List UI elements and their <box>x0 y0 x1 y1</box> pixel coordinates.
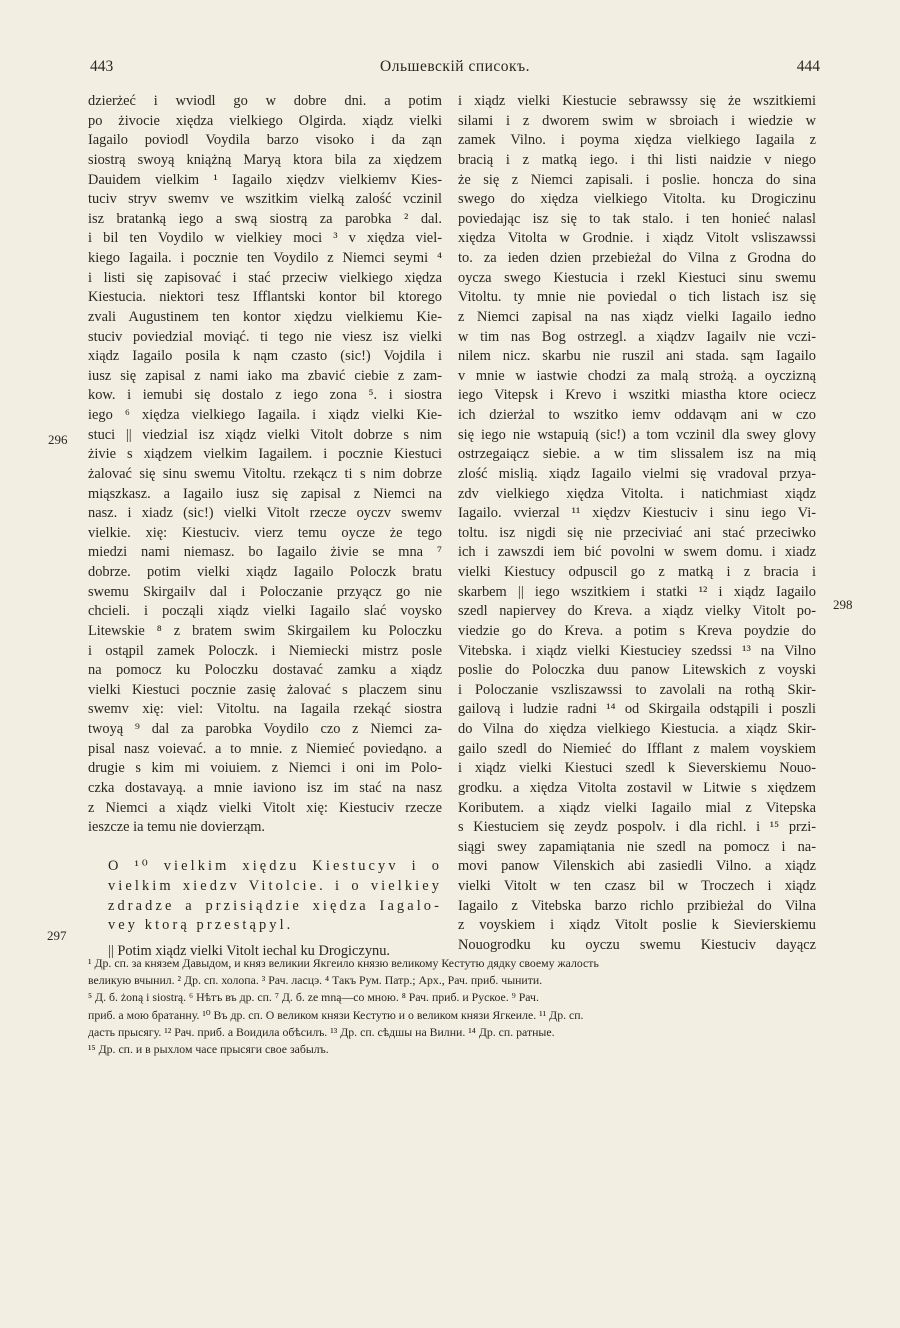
text-line: siągi swey zapamiątania nie szedl na pomocz i na- <box>458 838 816 855</box>
text-line: to. za ieden dzien przebieżal do Vilna z Grodna do <box>458 250 816 266</box>
text-line: xiądz Iagailo posila k nąm czasto (sic!) Vojdila i <box>88 348 442 365</box>
footnote-line: ¹⁵ Др. сп. и в рыхлом часе прысяги свое забылъ. <box>88 1042 329 1057</box>
text-line: vielkie. xię: Kiestuciv. vierz temu oycze że tego <box>88 524 442 541</box>
text-line: z Niemci zapisal na nas xiądz vielki Iagailo iedno <box>458 308 816 325</box>
text-line: iusz się zapisal z nami iako ma zbavić ciebie z zam- <box>88 367 442 384</box>
text-line: Kiestucia. niektori tesz Ifflantski kontor bil ktorego <box>88 289 442 306</box>
text-line: gailo szedl do Niemieć do Ifflant z malem voyskiem <box>458 740 816 757</box>
text-line: żivie s xiądzem vielkim Iagailem. i pocznie Kiestuci <box>88 446 442 463</box>
text-line: kiego Iagaila. i pocznie ten Voydilo z Niemci seymi ⁴ <box>88 250 442 266</box>
text-line: Litewskie ⁸ z bratem swim Skirgailem ku Poloczku <box>88 622 442 639</box>
page-number-left: 443 <box>90 58 114 75</box>
text-line: czka dostavayą. a mnie iaviono isz im stać na nasz <box>88 779 442 796</box>
margin-number: 296 <box>48 432 68 447</box>
text-line: isz bratanką iego a swą siostrą za parobka ² dal. <box>88 210 442 227</box>
text-line: i listi się zapisovać i stać przeciw vielkiego xiędza <box>88 269 442 286</box>
text-line: miedzi nami niemasz. bo Iagailo żivie se mna ⁷ <box>88 544 442 561</box>
footnote-line: ¹ Др. сп. за князем Давыдом, и княз великии Якгеило князю великому Кестутю дядку своему жалость <box>88 956 599 970</box>
text-line: pisal nasz voievać. a to mnie. z Niemieć poviedąno. a <box>88 740 442 757</box>
text-line: silami i z dworem swim w sbroiach i wiedzie w <box>458 112 816 129</box>
text-line: xiędza Vitolta w Grodnie. i xiądz Vitolt vsliszawssi <box>458 230 816 247</box>
right-text-column <box>458 92 816 956</box>
text-line: drugie s kim mi voiuiem. z Niemci i oni im Polo- <box>88 760 442 777</box>
text-line: i bil ten Voydilo w vielkiey moci ³ v xiędza viel- <box>88 230 442 247</box>
text-line: chcieli. i począli xiądz vielki Iagailo slać voysko <box>88 603 442 620</box>
footnote-line: ⁵ Д. б. żoną i siostrą. ⁶ Нѣтъ въ др. сп. ⁷ Д. б. ze mną—со мною. ⁸ Рач. приб. и Руское. ⁹ Рач. <box>88 990 539 1005</box>
text-line: i xiądz vielki Kiestucie sebrawssy się że wszitkiemi <box>458 93 816 109</box>
text-line: oycza swego Kiestucia i rzekl Kiestuci sinu swemu <box>458 269 816 286</box>
text-line: z Niemci a xiądz vielki Vitolt xię: Kiestuciv rzecze <box>88 799 442 816</box>
text-line: zvali Augustinem ten kontor xiędzu vielkiemu Kie- <box>88 308 442 325</box>
chapter-heading-line: vey ktorą przestąpyl. <box>108 917 294 934</box>
footnote-line: великую вчынил. ² Др. сп. холопа. ³ Рач. ласцэ. ⁴ Такъ Рум. Патр.; Арх., Рач. приб. чынити. <box>88 973 543 988</box>
text-line: poviedając isz się to tak stalo. i ten honieć nalasl <box>458 210 816 227</box>
text-line: bracią i z matką iego. i thi listi naidzie v niego <box>458 151 816 168</box>
text-line: iego ⁶ xiędza vielkiego Iagaila. i xiądz vielki Kie- <box>88 407 442 423</box>
text-line: zamek Vilno. i poyma xiędza vielkiego Iagaila z <box>458 132 816 149</box>
left-text-column <box>88 92 442 961</box>
text-line: Dauidem vielkim ¹ Iagailo xiędzv vielkiemv Kies- <box>88 171 442 188</box>
text-line: na pomocz ku Poloczku dostavać zamku a xiądz <box>88 662 442 679</box>
footnote-line: приб. а мою братанну. ¹⁰ Въ др. сп. О великом князи Кестутю и о великом князи Ягкеиле. ¹¹ Др. сп. <box>88 1007 584 1022</box>
paragraph-gap <box>88 838 442 858</box>
text-line: vielki Vitolt w ten czasz bil w Troczech i xiądz <box>458 878 816 894</box>
text-line: ich dzierżal to wszitko iemv oddavąm ani w czo <box>458 407 816 423</box>
chapter-heading-line: O ¹⁰ vielkim xiędzu Kiestucyv i o <box>108 858 442 875</box>
text-line: do Vilna do xiędza vielkiego Kiestucia. a xiądz Skir- <box>458 721 816 737</box>
text-line: || Potim xiądz vielki Vitolt iechal ku Drogiczynu. <box>108 942 391 959</box>
text-line: Vitebska. i xiądz vielki Kiestuciey szedssi ¹³ na Vilno <box>458 642 816 659</box>
chapter-heading-line: vielkim xiedzv Vitolcie. i o vielkiey <box>108 877 442 894</box>
text-line: dobrze. potim vielki xiądz Iagailo Poloczk bratu <box>88 564 442 580</box>
text-line: ich i zawszdi iem bić povolni w swem domu. i xiadz <box>458 544 816 561</box>
margin-number: 298 <box>833 597 853 612</box>
text-line: nasz. i xiadz (sic!) vielki Vitolt rzecze oyczv swemv <box>88 505 442 522</box>
text-line: tuciv stryv swemv ve wszitkim vielką zalość vczinil <box>88 191 442 208</box>
text-line: ieszcze ia temu nie dovierząm. <box>88 819 265 836</box>
text-line: toltu. isz nigdi się nie przeciviać ani stać przeciwko <box>458 524 816 541</box>
text-line: ostrzegaiącz siebie. a w tim slissalem isz na mią <box>458 446 816 463</box>
text-line: siostrą swoyą kniążną Maryą ktora bila za xiędzem <box>88 151 442 168</box>
running-header <box>90 58 820 80</box>
text-line: miąszkasz. a Iagailo iusz się zapisal z Niemci na <box>88 485 442 502</box>
text-line: gailovą i ludzie radni ¹⁴ od Skirgaila odstąpili i poszli <box>458 701 816 718</box>
page-number-right: 444 <box>796 58 820 75</box>
text-line: stuciv poviedzial moviąć. ti tego nie viesz isz vielki <box>88 328 442 345</box>
text-line: nilem nicz. skarbu nie ruszil ani stada. sąm Iagailo <box>458 348 816 365</box>
text-line: Vitoltu. ty mnie nie poviedal o tich listach isz się <box>458 289 816 306</box>
text-line: swemv xię: viel: Vitoltu. na Iagaila rzekąć siostra <box>88 701 442 718</box>
chapter-heading-line: zdradze a przisiądzie xiędza Iagalo- <box>108 897 442 914</box>
text-line: i xiądz vielki Kiestuci szedl k Sieverskiemu Nouo- <box>458 760 816 777</box>
margin-number: 297 <box>47 928 67 943</box>
text-line: że się z Niemci zapisali. i poslie. honcza do sina <box>458 171 816 188</box>
text-line: zlość mislią. xiądz Iagailo vielmi się vradoval przya- <box>458 465 816 482</box>
text-line: Nouogrodku ku oyczu swemu Kiestuciv dayącz <box>458 936 816 953</box>
text-line: s Kiestuciem się zeydz pospolv. i dla richl. i ¹⁵ przi- <box>458 819 816 836</box>
text-line: szedl napiervey do Kreva. a xiądz vielky Vitolt po- <box>458 603 816 620</box>
text-line: Iagailo z Vitebska barzo richlo przibieżal do Vilna <box>458 897 816 914</box>
text-line: skarbem || iego wszitkiem i statki ¹² i xiądz Iagailo <box>458 583 816 600</box>
text-line: Iagailo. vvierzal ¹¹ xiędzv Kiestuciv i sinu iego Vi- <box>458 505 816 522</box>
text-line: viedzie go do Kreva. a potim s Kreva poydzie do <box>458 622 816 639</box>
footnotes <box>88 955 816 1058</box>
text-line: poslie do Poloczka duu panow Litewskich z voyski <box>458 662 816 679</box>
text-line: Iagailo poviodl Voydila barzo visoko i da ząn <box>88 132 442 149</box>
text-line: twoyą ⁹ dal za parobka Voydilo czo z Niemci za- <box>88 721 442 737</box>
text-line: iego Vitepsk i Krevo i wszitki miastha ktore ociecz <box>458 387 816 404</box>
text-line: stuci || viedzial isz xiądz vielki Vitolt dobrze s nim <box>88 426 442 443</box>
text-line: zdv vielkiego xiędza Vitolta. i natichmiast xiądz <box>458 485 816 502</box>
text-line: z voyskiem i xiądz Vitolt poslie k Sievierskiemu <box>458 917 816 934</box>
text-line: swego do xiędza vielkiego Vitolta. ku Drogiczinu <box>458 191 816 208</box>
text-line: Koributem. a xiądz vielki Iagailo mial z Vitepska <box>458 799 816 816</box>
text-line: dzierżeć i wviodl go w dobre dni. a potim <box>88 93 442 109</box>
text-line: grodku. a xiędza Vitolta zostavil w Litwie s xiędzem <box>458 779 816 796</box>
text-line: w tim nas Bog ostrzegl. a xiądzv Iagailv nie vczi- <box>458 328 816 345</box>
text-line: i Poloczanie vszliszawssi to zavolali na rothą Skir- <box>458 681 816 698</box>
text-line: swemu Skirgailv dal i Poloczanie przyącz go nie <box>88 583 442 600</box>
text-line: movi panow Vilenskich abi zasiedli Vilno. a xiądz <box>458 858 816 875</box>
running-title: Ольшевскій списокъ. <box>380 58 530 75</box>
text-line: vielki Kiestuci pocznie zasię żalovać s placzem sinu <box>88 681 442 698</box>
text-line: kow. i iemubi się dostalo z iego zona ⁵. i siostra <box>88 387 442 404</box>
text-line: żalovać się sinu swemu Vitoltu. rzekącz ti s nim dobrze <box>88 465 442 482</box>
text-line: po żivocie xiędza vielkiego Olgirda. xiądz vielki <box>88 112 442 129</box>
footnote-line: дасть прысягу. ¹² Рач. приб. а Воидила обѣсилъ. ¹³ Др. сп. сѣдшы на Вилни. ¹⁴ Др. сп. ратные. <box>88 1024 555 1039</box>
text-line: v mnie w iastwie chodzi za malą strożą. a oyczizną <box>458 367 816 384</box>
text-line: się iego nie wstapuią (sic!) a tom vczinil dla swey glovy <box>458 426 816 443</box>
text-line: i ostąpil zamek Poloczk. i Niemiecki mistrz posle <box>88 642 442 659</box>
text-line: vielki Kiestucy odpuscil go z matką i z bracia i <box>458 564 816 580</box>
